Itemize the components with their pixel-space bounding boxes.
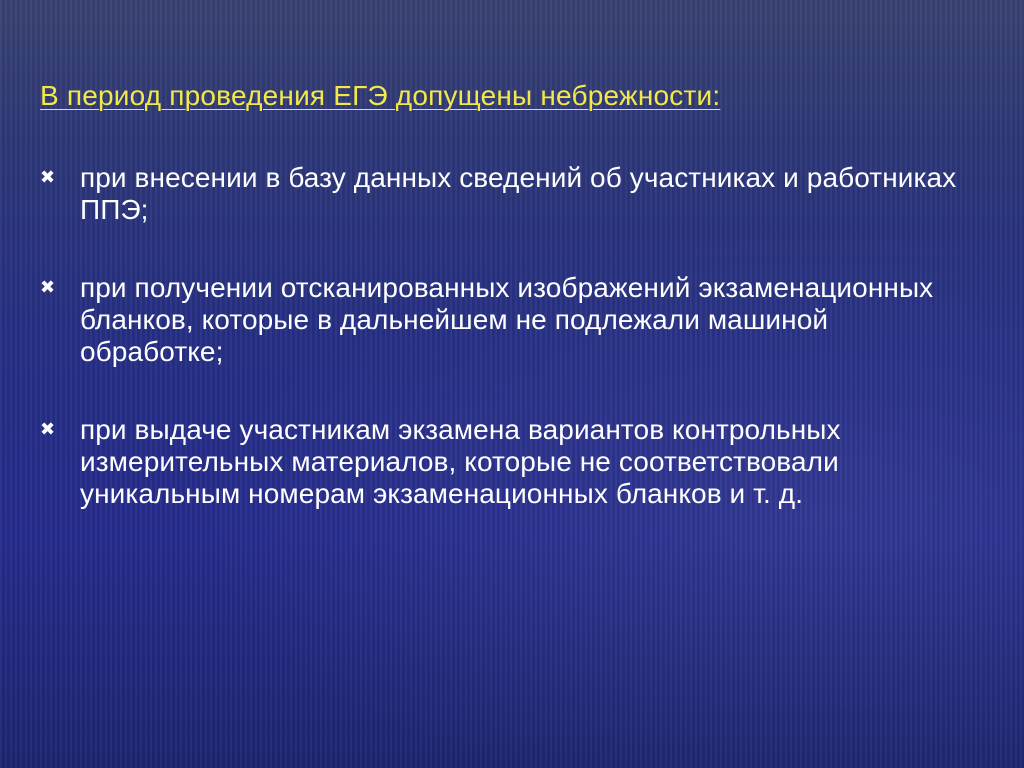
bullet-text: при внесении в базу данных сведений об участниках и работниках ППЭ;: [80, 162, 957, 225]
list-item: [38, 414, 978, 510]
cross-x-icon: ✖: [40, 419, 56, 440]
bullet-text: при выдаче участникам экзамена вариантов контрольных измерительных материалов, которые не соответствовали уникальным номерам экзаменационных бланков и т. д.: [80, 414, 841, 509]
list-item: [38, 272, 978, 368]
cross-x-icon: ✖: [40, 167, 56, 188]
list-item: [38, 162, 978, 226]
bullet-text: при получении отсканированных изображений экзаменационных бланков, которые в дальнейшем не подлежали машиной обработке;: [80, 272, 934, 367]
cross-x-icon: ✖: [40, 277, 56, 298]
bullet-list: [38, 162, 978, 556]
slide-heading: В период проведения ЕГЭ допущены небрежности:: [40, 80, 721, 111]
